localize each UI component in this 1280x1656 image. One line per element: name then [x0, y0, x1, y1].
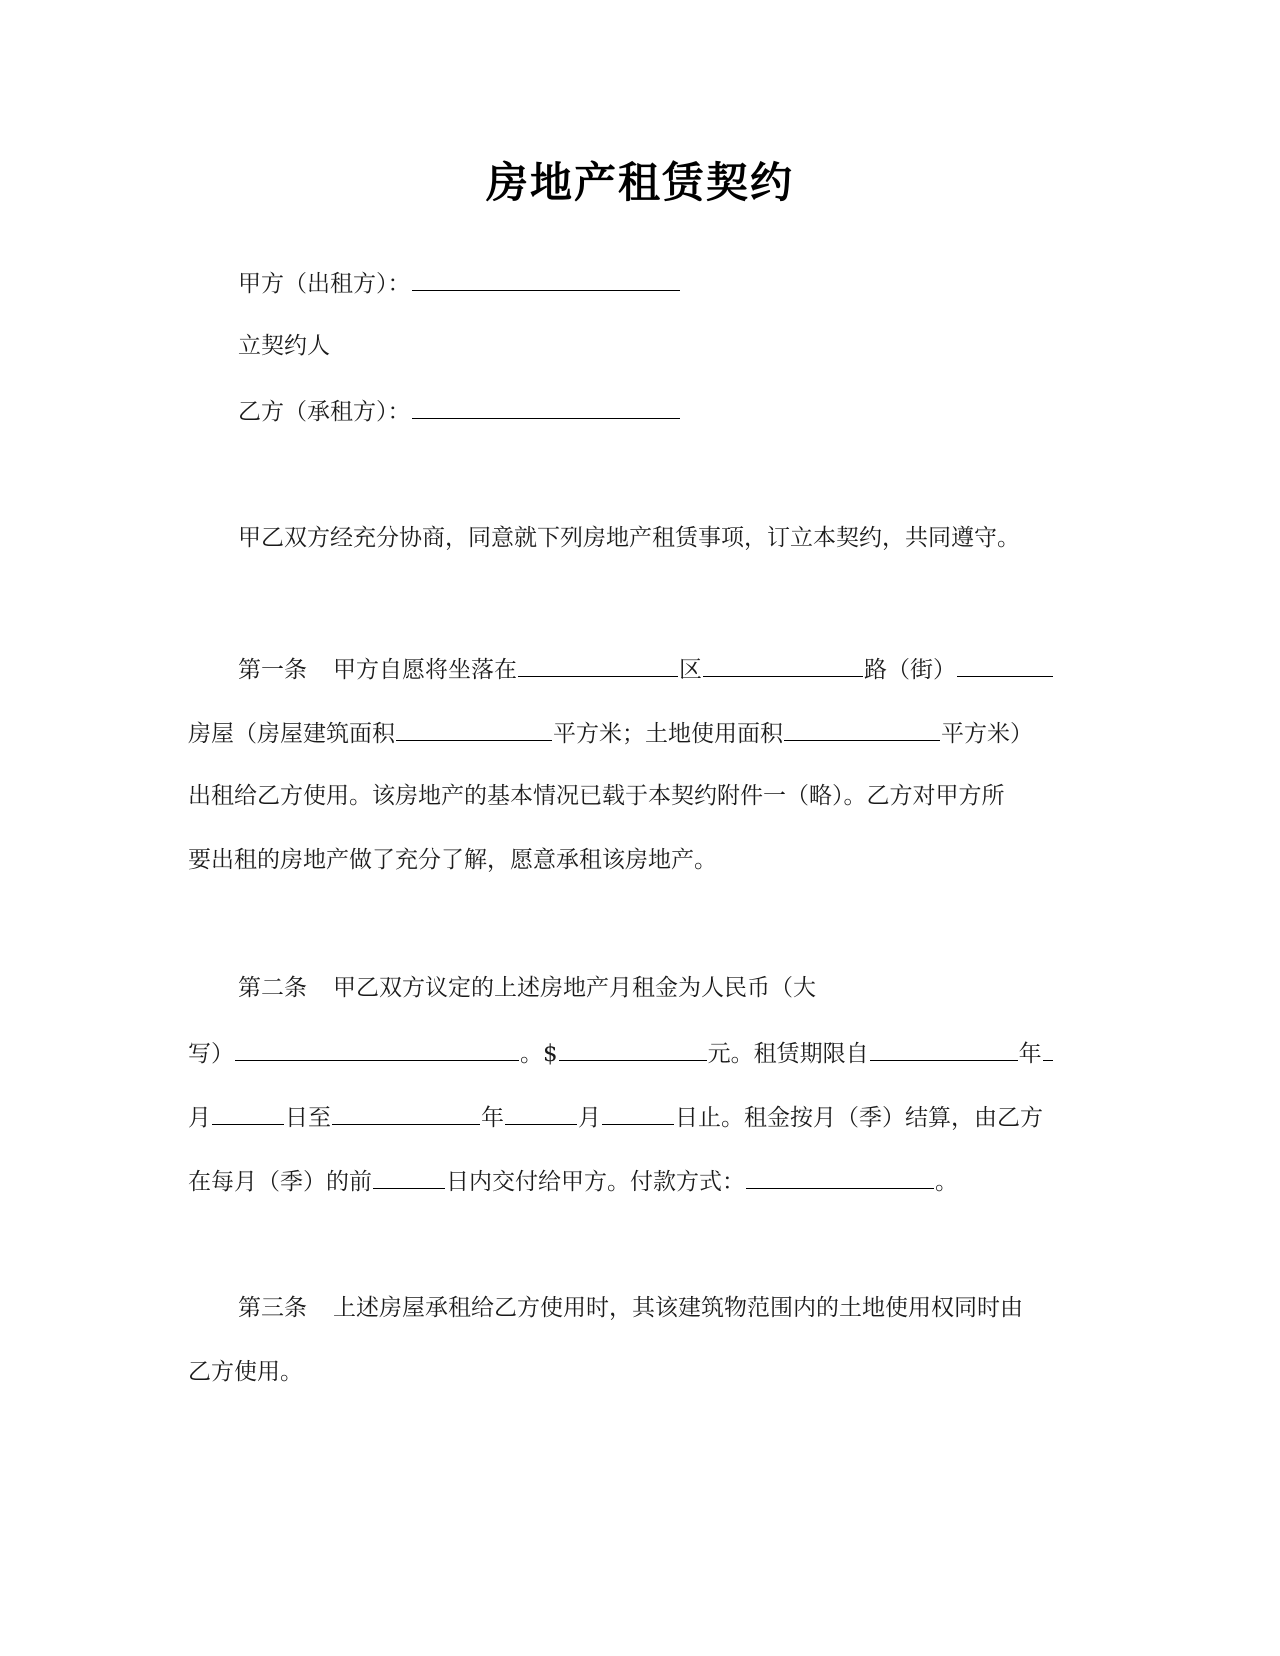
start-year-blank[interactable]: [870, 1036, 1018, 1061]
article1-text: 路（街）: [864, 657, 956, 683]
article1-line3: 出租给乙方使用。该房地产的基本情况已载于本契约附件一（略）。乙方对甲方所: [188, 783, 1005, 809]
land-area-blank[interactable]: [784, 716, 940, 741]
start-day-blank[interactable]: [212, 1100, 284, 1125]
article2-text: 年: [1018, 1041, 1042, 1067]
party-a-blank[interactable]: [412, 266, 680, 291]
article2-line4: [188, 1164, 958, 1198]
article2-text: 日至: [285, 1105, 331, 1131]
article2-label: 第二条: [238, 975, 307, 1001]
end-month-blank[interactable]: [505, 1100, 577, 1125]
party-b-line: [238, 394, 681, 428]
article1-text: 房屋（房屋建筑面积: [188, 721, 395, 747]
party-a-label: 甲方（出租方）：: [238, 271, 411, 297]
party-b-label: 乙方（承租方）：: [238, 399, 411, 425]
payment-days-blank[interactable]: [373, 1164, 445, 1189]
article1-line1: [238, 652, 1054, 686]
rent-uppercase-blank[interactable]: [235, 1036, 519, 1061]
article1-text: 甲方自愿将坐落在: [333, 657, 517, 683]
party-b-blank[interactable]: [412, 394, 680, 419]
article1-line2: [188, 716, 1033, 750]
intro-paragraph: 甲乙双方经充分协商，同意就下列房地产租赁事项，订立本契约，共同遵守。: [238, 525, 1020, 551]
article2-line3: [188, 1100, 1043, 1134]
article2-text: 。$: [520, 1041, 558, 1067]
article2-text: 日内交付给甲方。付款方式：: [446, 1169, 745, 1195]
article2-text: 年: [481, 1105, 504, 1131]
article1-text: 平方米）: [941, 721, 1033, 747]
article2-text: 。: [935, 1169, 958, 1195]
article2-line2: [188, 1036, 1054, 1070]
article2-text: 月: [188, 1105, 211, 1131]
building-area-blank[interactable]: [396, 716, 552, 741]
article1-text: 平方米；土地使用面积: [553, 721, 783, 747]
article2-text: 在每月（季）的前: [188, 1169, 372, 1195]
payment-method-blank[interactable]: [746, 1164, 934, 1189]
rent-amount-blank[interactable]: [559, 1036, 707, 1061]
start-month-blank[interactable]: [1043, 1036, 1053, 1061]
district-blank[interactable]: [518, 652, 678, 677]
signer-line: [238, 330, 330, 362]
article1-label: 第一条: [238, 657, 307, 683]
signer-label: 立契约人: [238, 333, 330, 359]
article3-line2: 乙方使用。: [188, 1359, 303, 1385]
article2-text: 月: [578, 1105, 601, 1131]
article3-label: 第三条: [238, 1295, 307, 1321]
party-a-line: [238, 266, 681, 300]
article2-line1: [238, 972, 816, 1004]
article2-text: 写）: [188, 1041, 234, 1067]
document-title: 房地产租赁契约: [485, 158, 794, 207]
road-blank[interactable]: [703, 652, 863, 677]
article1-line4: 要出租的房地产做了充分了解，愿意承租该房地产。: [188, 847, 717, 873]
article1-text: 区: [679, 657, 702, 683]
article2-text: 元。租赁期限自: [707, 1041, 869, 1067]
article3-line1: [238, 1292, 1023, 1324]
end-year-blank[interactable]: [332, 1100, 480, 1125]
article2-text: 甲乙双方议定的上述房地产月租金为人民币（大: [333, 975, 816, 1001]
article2-text: 日止。租金按月（季）结算，由乙方: [675, 1105, 1043, 1131]
street-number-blank[interactable]: [957, 652, 1053, 677]
article3-text: 上述房屋承租给乙方使用时，其该建筑物范围内的土地使用权同时由: [333, 1295, 1023, 1321]
end-day-blank[interactable]: [602, 1100, 674, 1125]
